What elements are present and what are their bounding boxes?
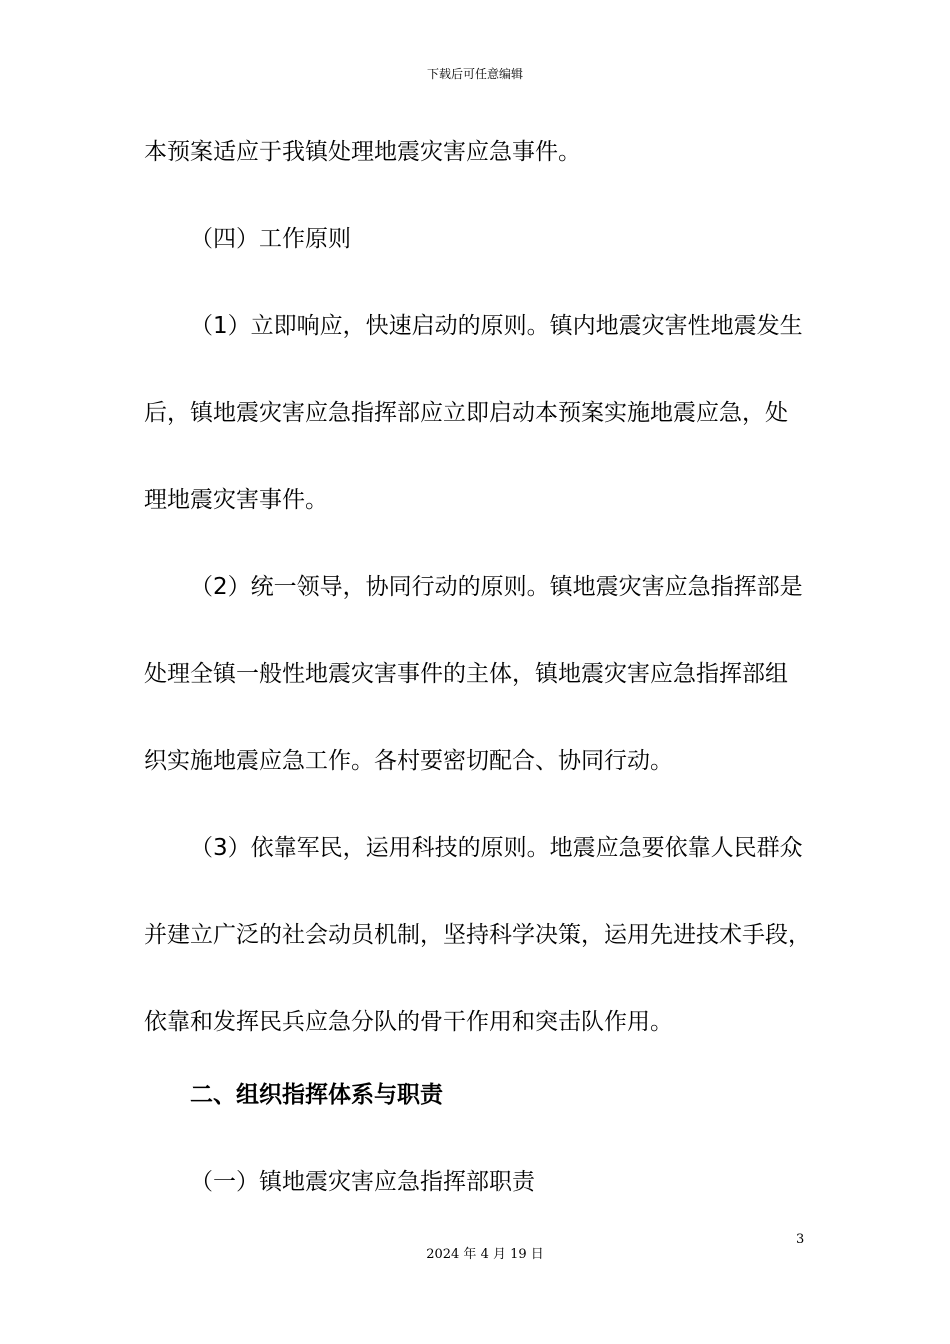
body-line-principle-2-cont: 处理全镇一般性地震灾害事件的主体，镇地震灾害应急指挥部组 (144, 661, 788, 687)
body-line-scope: 本预案适应于我镇处理地震灾害应急事件。 (144, 139, 581, 165)
body-line-principle-1: （1）立即响应，快速启动的原则。镇内地震灾害性地震发生 (190, 313, 803, 339)
body-line-principle-2: （2）统一领导，协同行动的原则。镇地震灾害应急指挥部是 (190, 574, 803, 600)
section-heading-organization: 二、组织指挥体系与职责 (190, 1082, 443, 1108)
body-line-principle-1-cont: 后，镇地震灾害应急指挥部应立即启动本预案实施地震应急，处 (144, 400, 788, 426)
body-line-principle-3-end: 依靠和发挥民兵应急分队的骨干作用和突击队作用。 (144, 1009, 673, 1035)
footer-date: 2024 年 4 月 19 日 (426, 1247, 544, 1262)
subheading-work-principles: （四）工作原则 (190, 226, 351, 252)
body-line-principle-3: （3）依靠军民，运用科技的原则。地震应急要依靠人民群众 (190, 835, 803, 861)
subheading-command-duties: （一）镇地震灾害应急指挥部职责 (190, 1169, 535, 1195)
page-header: 下载后可任意编辑 (426, 67, 523, 81)
body-line-principle-3-cont: 并建立广泛的社会动员机制，坚持科学决策，运用先进技术手段， (144, 922, 811, 948)
body-line-principle-1-end: 理地震灾害事件。 (144, 487, 328, 513)
body-line-principle-2-end: 织实施地震应急工作。各村要密切配合、协同行动。 (144, 748, 673, 774)
page-number: 3 (796, 1232, 805, 1247)
